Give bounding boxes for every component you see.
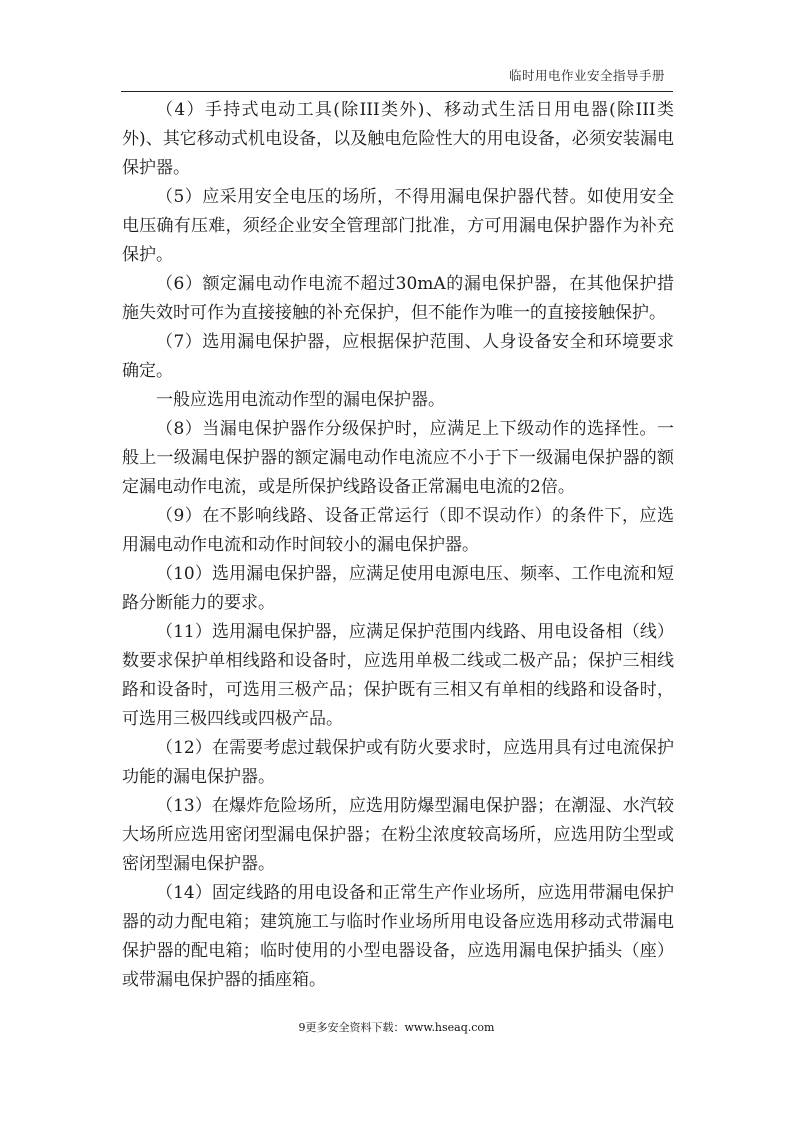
header-divider (121, 91, 673, 92)
page-body (122, 96, 674, 995)
paragraph-7-note: 一般应选用电流动作型的漏电保护器。 (156, 390, 445, 410)
paragraph-10: （10）选用漏电保护器，应满足使用电源电压、频率、工作电流和短路分断能力的要求。 (122, 564, 674, 613)
paragraph-8: （8）当漏电保护器作分级保护时，应满足上下级动作的选择性。一般上一级漏电保护器的额定漏电动作电流应不小于下一级漏电保护器的额定漏电动作电流，或是所保护线路设备正常漏电电流的2倍。 (122, 419, 674, 497)
paragraph-13: （13）在爆炸危险场所，应选用防爆型漏电保护器；在潮湿、水汽较大场所应选用密闭型漏电保护器；在粉尘浓度较高场所，应选用防尘型或密闭型漏电保护器。 (122, 796, 674, 874)
paragraph-6: （6）额定漏电动作电流不超过30mA的漏电保护器，在其他保护措施失效时可作为直接接触的补充保护，但不能作为唯一的直接接触保护。 (122, 274, 674, 323)
paragraph-14: （14）固定线路的用电设备和正常生产作业场所，应选用带漏电保护器的动力配电箱；建筑施工与临时作业场所用电设备应选用移动式带漏电保护器的配电箱；临时使用的小型电器设备，应选用漏电保护插头（座）或带漏电保护器的插座箱。 (122, 883, 674, 990)
running-header: 临时用电作业安全指导手册 (508, 68, 665, 83)
paragraph-9: （9）在不影响线路、设备正常运行（即不误动作）的条件下，应选用漏电动作电流和动作时间较小的漏电保护器。 (122, 506, 674, 555)
paragraph-5: （5）应采用安全电压的场所，不得用漏电保护器代替。如使用安全电压确有压难，须经企业安全管理部门批准，方可用漏电保护器作为补充保护。 (122, 187, 674, 265)
paragraph-12: （12）在需要考虑过载保护或有防火要求时，应选用具有过电流保护功能的漏电保护器。 (122, 738, 674, 787)
paragraph-11: （11）选用漏电保护器，应满足保护范围内线路、用电设备相（线）数要求保护单相线路和设备时，应选用单极二线或二极产品；保护三相线路和设备时，可选用三极产品；保护既有三相又有单相的线路和设备时，可选用三极四线或四极产品。 (122, 622, 674, 729)
paragraph-7: （7）选用漏电保护器，应根据保护范围、人身设备安全和环境要求确定。 (122, 332, 674, 381)
page-footer: 9更多安全资料下载：www.hseaq.com (298, 1021, 495, 1034)
paragraph-4: （4）手持式电动工具(除III类外)、移动式生活日用电器(除III类外)、其它移动式机电设备，以及触电危险性大的用电设备，必须安装漏电保护器。 (122, 100, 674, 178)
